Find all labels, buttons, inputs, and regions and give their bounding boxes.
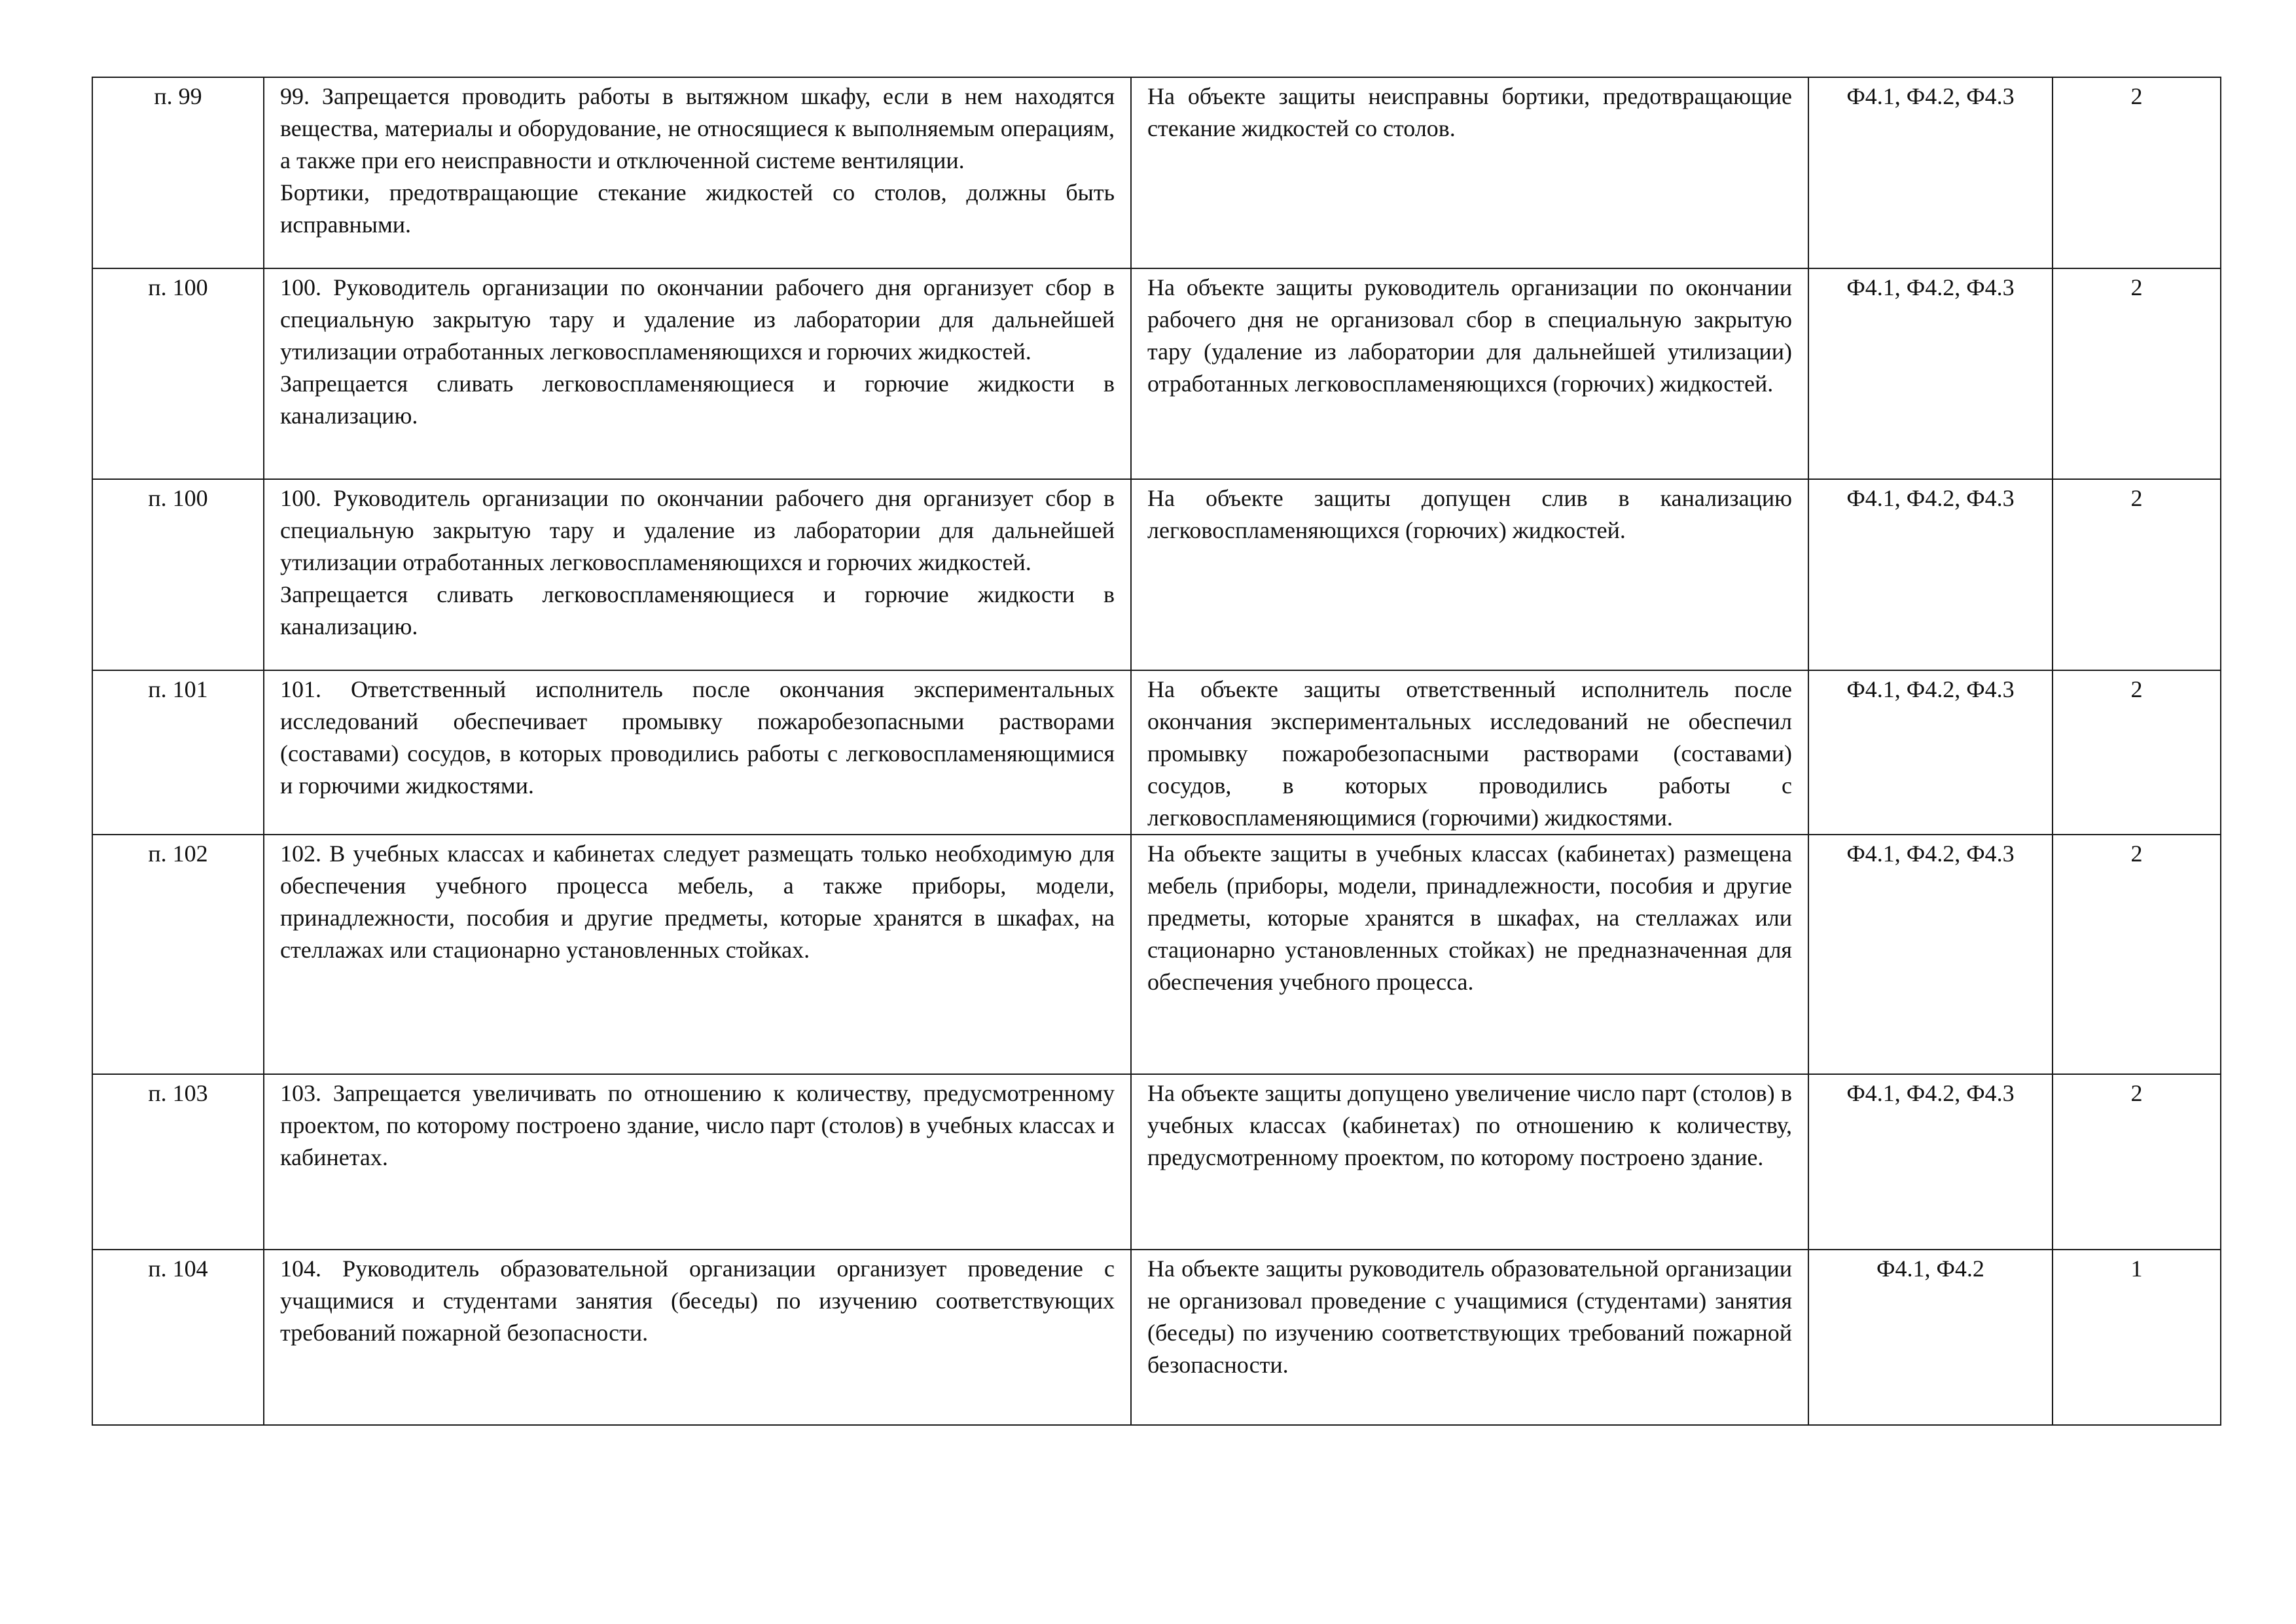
requirement-paragraph: 103. Запрещается увеличивать по отношению к количеству, предусмотренному проектом, по которому построено здание, число парт (столов) в учебных классах и кабинетах. (280, 1080, 1115, 1170)
requirement-text (264, 77, 1131, 268)
class-codes: Ф4.1, Ф4.2 (1808, 1250, 2053, 1425)
violation-text: На объекте защиты в учебных классах (кабинетах) размещена мебель (приборы, модели, принадлежности, пособия и другие предметы, которые хранятся в шкафах, на стеллажах или стационарно установленных стойках) не предназначенная для обеспечения учебного процесса. (1131, 835, 1808, 1074)
severity-value: 1 (2053, 1250, 2221, 1425)
requirement-text (264, 670, 1131, 835)
severity-value: 2 (2053, 77, 2221, 268)
requirement-paragraph: 104. Руководитель образовательной организации организует проведение с учащимися и студентами занятия (беседы) по изучению соответствующих требований пожарной безопасности. (280, 1255, 1115, 1346)
requirement-text (264, 1250, 1131, 1425)
clause-ref: п. 104 (92, 1250, 264, 1425)
severity-value: 2 (2053, 1074, 2221, 1250)
violation-text: На объекте защиты руководитель образовательной организации не организовал проведение с учащимися (студентами) занятия (беседы) по изучению соответствующих требований пожарной безопасности. (1131, 1250, 1808, 1425)
severity-value: 2 (2053, 835, 2221, 1074)
class-codes: Ф4.1, Ф4.2, Ф4.3 (1808, 1074, 2053, 1250)
clause-ref: п. 101 (92, 670, 264, 835)
requirement-paragraph: 100. Руководитель организации по окончании рабочего дня организует сбор в специальную закрытую тару и удаление из лаборатории для дальнейшей утилизации отработанных легковоспламеняющихся и горючих жидкостей. (280, 485, 1115, 575)
table-row (92, 268, 2221, 479)
clause-ref: п. 103 (92, 1074, 264, 1250)
class-codes: Ф4.1, Ф4.2, Ф4.3 (1808, 268, 2053, 479)
clause-ref: п. 100 (92, 268, 264, 479)
class-codes: Ф4.1, Ф4.2, Ф4.3 (1808, 77, 2053, 268)
violation-text: На объекте защиты допущен слив в канализацию легковоспламеняющихся (горючих) жидкостей. (1131, 479, 1808, 670)
clause-ref: п. 102 (92, 835, 264, 1074)
requirement-text (264, 835, 1131, 1074)
table-row (92, 1250, 2221, 1425)
violation-text: На объекте защиты руководитель организации по окончании рабочего дня не организовал сбор в специальную закрытую тару (удаление из лаборатории для дальнейшей утилизации) отработанных легковоспламеняющихся (горючих) жидкостей. (1131, 268, 1808, 479)
requirement-paragraph: Бортики, предотвращающие стекание жидкостей со столов, должны быть исправными. (280, 179, 1115, 238)
requirement-text (264, 1074, 1131, 1250)
severity-value: 2 (2053, 670, 2221, 835)
class-codes: Ф4.1, Ф4.2, Ф4.3 (1808, 835, 2053, 1074)
requirement-paragraph: Запрещается сливать легковоспламеняющиеся и горючие жидкости в канализацию. (280, 581, 1115, 640)
clause-ref: п. 99 (92, 77, 264, 268)
clause-ref: п. 100 (92, 479, 264, 670)
severity-value: 2 (2053, 479, 2221, 670)
table-row (92, 479, 2221, 670)
table-row (92, 670, 2221, 835)
requirement-text (264, 268, 1131, 479)
requirement-paragraph: Запрещается сливать легковоспламеняющиеся и горючие жидкости в канализацию. (280, 370, 1115, 429)
table-row (92, 1074, 2221, 1250)
class-codes: Ф4.1, Ф4.2, Ф4.3 (1808, 670, 2053, 835)
table-row (92, 77, 2221, 268)
requirement-paragraph: 101. Ответственный исполнитель после окончания экспериментальных исследований обеспечивает промывку пожаробезопасными растворами (составами) сосудов, в которых проводились работы с легковоспламеняющимися и горючими жидкостями. (280, 676, 1115, 799)
class-codes: Ф4.1, Ф4.2, Ф4.3 (1808, 479, 2053, 670)
table-body (92, 77, 2221, 1425)
requirement-text (264, 479, 1131, 670)
severity-value: 2 (2053, 268, 2221, 479)
table-row (92, 835, 2221, 1074)
requirement-paragraph: 99. Запрещается проводить работы в вытяжном шкафу, если в нем находятся вещества, материалы и оборудование, не относящиеся к выполняемым операциям, а также при его неисправности и отключенной системе вентиляции. (280, 83, 1115, 173)
violation-text: На объекте защиты неисправны бортики, предотвращающие стекание жидкостей со столов. (1131, 77, 1808, 268)
requirement-paragraph: 100. Руководитель организации по окончании рабочего дня организует сбор в специальную закрытую тару и удаление из лаборатории для дальнейшей утилизации отработанных легковоспламеняющихся и горючих жидкостей. (280, 274, 1115, 365)
requirements-table (92, 77, 2221, 1426)
requirement-paragraph: 102. В учебных классах и кабинетах следует размещать только необходимую для обеспечения учебного процесса мебель, а также приборы, модели, принадлежности, пособия и другие предметы, которые хранятся в шкафах, на стеллажах или стационарно установленных стойках. (280, 840, 1115, 963)
violation-text: На объекте защиты ответственный исполнитель после окончания экспериментальных исследований не обеспечил промывку пожаробезопасными растворами (составами) сосудов, в которых проводились работы с легковоспламеняющимися (горючими) жидкостями. (1131, 670, 1808, 835)
violation-text: На объекте защиты допущено увеличение число парт (столов) в учебных классах (кабинетах) по отношению к количеству, предусмотренному проектом, по которому построено здание. (1131, 1074, 1808, 1250)
